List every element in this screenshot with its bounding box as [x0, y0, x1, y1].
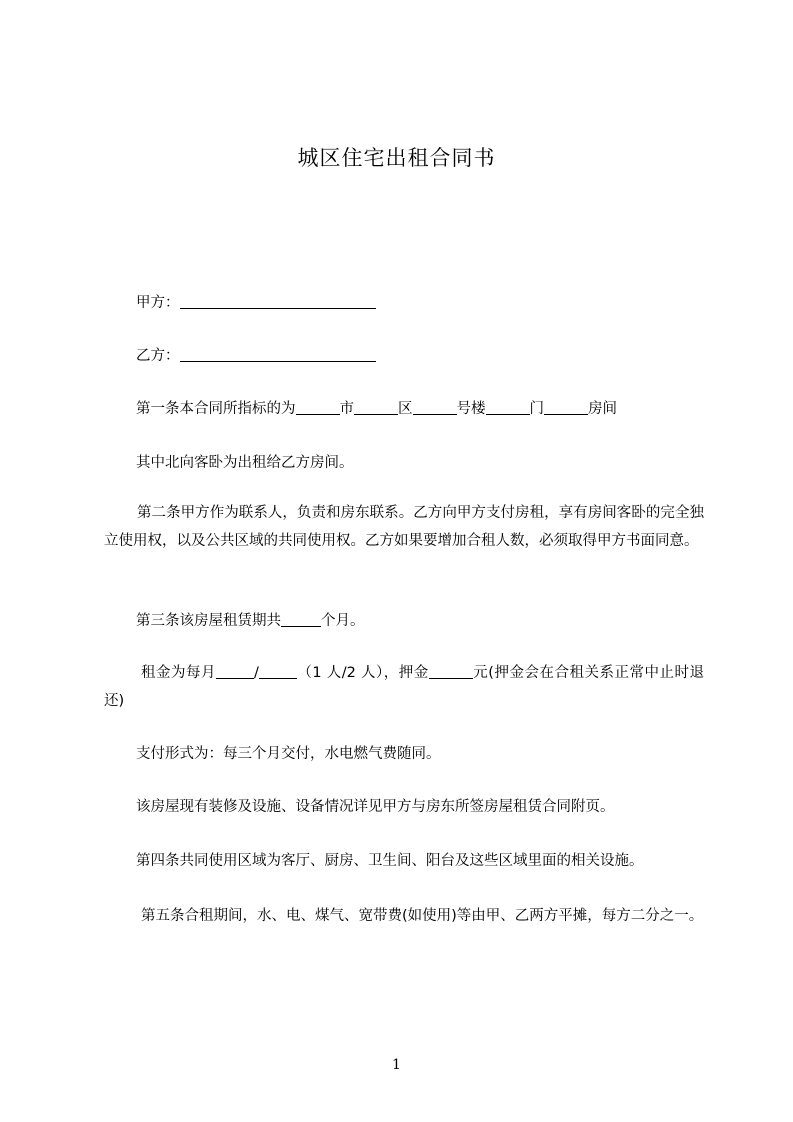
district-blank[interactable]	[354, 399, 398, 415]
party-b-label: 乙方：	[136, 348, 180, 364]
article-1-gate: 门	[529, 401, 544, 417]
party-a-label: 甲方：	[136, 295, 180, 311]
article-1-room: 房间	[588, 401, 617, 417]
rent-slash: /	[254, 665, 259, 681]
city-blank[interactable]	[296, 399, 340, 415]
article-1-line	[136, 399, 617, 419]
facilities-line: 该房屋现有装修及设施、设备情况详见甲方与房东所签房屋租赁合同附页。	[136, 799, 615, 815]
article-3-line	[136, 611, 365, 631]
party-b-blank[interactable]	[180, 346, 376, 362]
payment-line: 支付形式为：每三个月交付，水电燃气费随同。	[136, 746, 441, 762]
rent-persons: （1 人/2 人），押金	[296, 665, 429, 681]
rent-prefix: 租金为每月	[141, 665, 217, 681]
article-1-district: 区	[398, 401, 413, 417]
gate-blank[interactable]	[486, 399, 530, 415]
article-2-paragraph: 第二条甲方作为联系人，负责和房东联系。乙方向甲方支付房租，享有房间客卧的完全独立使用权，以及公共区域的共同使用权。乙方如果要增加合租人数，必须取得甲方书面同意。	[104, 505, 704, 549]
article-3-prefix: 第三条该房屋租赁期共	[136, 613, 281, 629]
article-4-line: 第四条共同使用区域为客厅、厨房、卫生间、阳台及这些区域里面的相关设施。	[136, 853, 644, 869]
article-3-suffix: 个月。	[321, 613, 365, 629]
rent-suffix: 元(押金会在合租关系正常中止时退还)	[104, 665, 705, 709]
article-1-building: 号楼	[456, 401, 486, 417]
party-b-line	[136, 346, 376, 366]
lease-months-blank[interactable]	[281, 611, 321, 627]
party-a-line	[136, 293, 376, 313]
page-number: 1	[392, 1057, 401, 1073]
deposit-blank[interactable]	[429, 663, 473, 679]
article-1-city: 市	[339, 401, 354, 417]
article-1-note: 其中北向客卧为出租给乙方房间。	[136, 455, 354, 471]
rent-one-person-blank[interactable]	[216, 663, 254, 679]
article-1-prefix: 第一条本合同所指标的为	[136, 401, 296, 417]
room-blank[interactable]	[544, 399, 588, 415]
building-blank[interactable]	[413, 399, 457, 415]
article-5-paragraph: 第五条合租期间，水、电、煤气、宽带费(如使用)等由甲、乙两方平摊，每方二分之一。	[141, 908, 704, 924]
rent-two-person-blank[interactable]	[259, 663, 297, 679]
document-title: 城区住宅出租合同书	[297, 146, 496, 170]
rent-paragraph	[104, 659, 704, 715]
party-a-blank[interactable]	[180, 293, 376, 309]
